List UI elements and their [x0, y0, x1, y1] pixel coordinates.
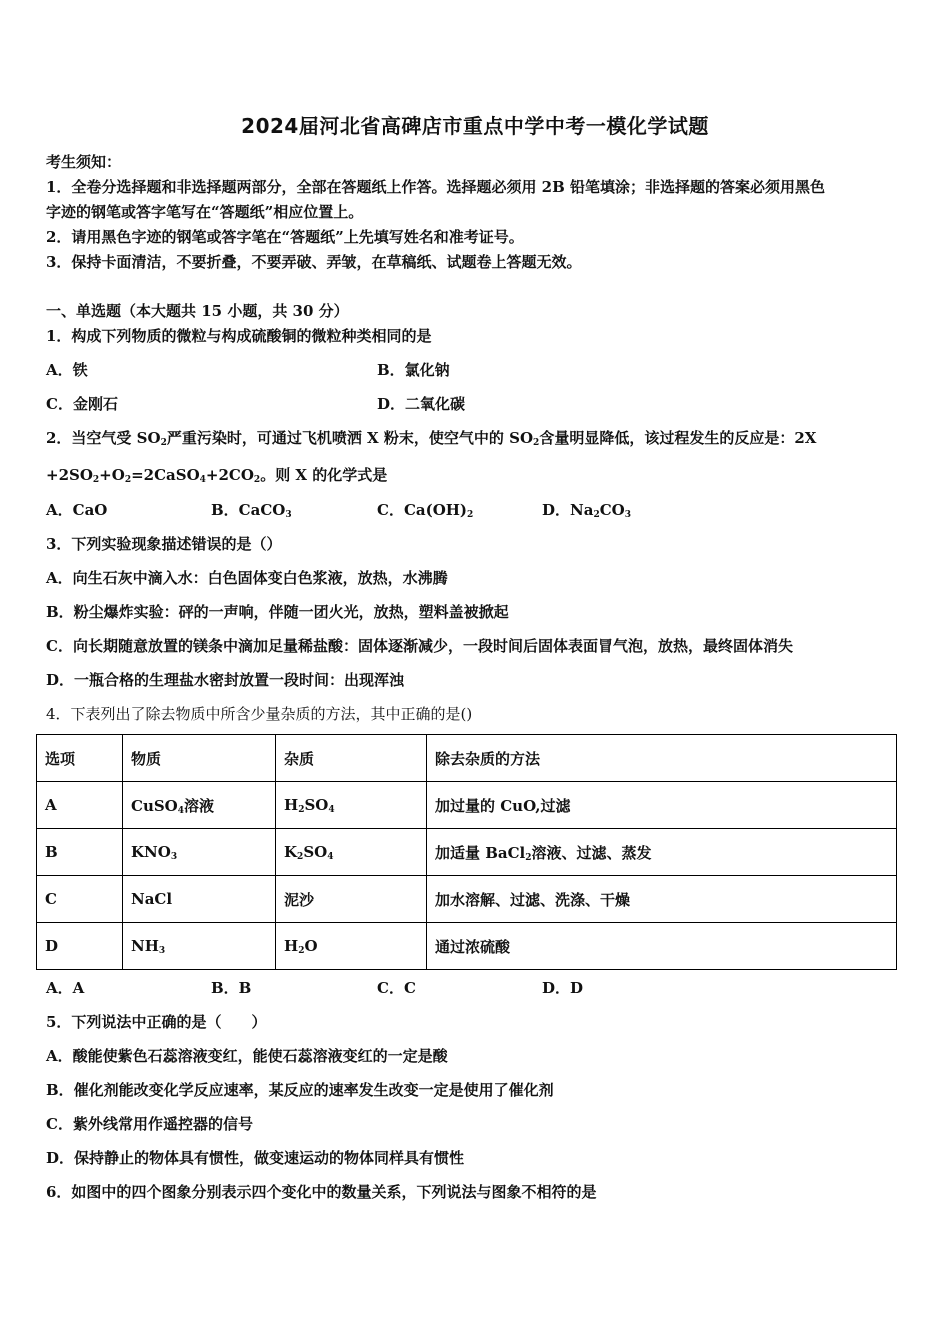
- notice-item-3: 3．保持卡面清洁，不要折叠，不要弄破、弄皱，在草稿纸、试题卷上答题无效。: [46, 253, 582, 271]
- q2-option-a: A．CaO: [46, 501, 108, 519]
- cell-impurity: $H_2SO_4$: [276, 782, 427, 829]
- q1-option-a: A．铁: [46, 361, 88, 379]
- header-cell-option: 选项: [37, 735, 123, 782]
- cell-method: 加水溶解、过滤、洗涤、干燥: [427, 876, 897, 923]
- page-title: 2024届河北省高碑店市重点中学中考一模化学试题: [241, 114, 709, 138]
- cell-impurity: $K_2SO_4$: [276, 829, 427, 876]
- notice-heading: 考生须知：: [46, 153, 122, 171]
- q5-option-c: C．紫外线常用作遥控器的信号: [46, 1115, 253, 1133]
- cell-impurity: $H_2O$: [276, 923, 427, 970]
- q2-stem-line-1: 2．当空气受 $SO_2$严重污染时，可通过飞机喷洒 X 粉末，使空气中的 $SO_2$含量明显降低，该过程发生的反应是：2X: [46, 429, 817, 448]
- table-row: [37, 876, 897, 923]
- header-cell-method: 除去杂质的方法: [427, 735, 897, 782]
- cell-method: 通过浓硫酸: [427, 923, 897, 970]
- q4-table: [36, 734, 897, 970]
- cell-method: 加适量 BaCl$_2$溶液、过滤、蒸发: [427, 829, 897, 876]
- q3-option-a: A．向生石灰中滴入水：白色固体变白色浆液，放热，水沸腾: [46, 569, 448, 587]
- notice-item-1-line-2: 字迹的钢笔或答字笔写在“答题纸”相应位置上。: [46, 203, 364, 221]
- q5-option-d: D．保持静止的物体具有惯性，做变速运动的物体同样具有惯性: [46, 1149, 465, 1167]
- q4-option-d: D．D: [542, 979, 584, 997]
- cell-impurity: 泥沙: [276, 876, 427, 923]
- notice-item-1-line-1: 1．全卷分选择题和非选择题两部分，全部在答题纸上作答。选择题必须用 2B 铅笔填涂；非选择题的答案必须用黑色: [46, 178, 826, 196]
- header-cell-impurity: 杂质: [276, 735, 427, 782]
- q1-option-d: D．二氧化碳: [377, 395, 466, 413]
- q1-stem: 1．构成下列物质的微粒与构成硫酸铜的微粒种类相同的是: [46, 327, 432, 345]
- notice-item-2: 2．请用黑色字迹的钢笔或答字笔在“答题纸”上先填写姓名和准考证号。: [46, 228, 524, 246]
- q4-option-b: B．B: [211, 979, 252, 997]
- table-header-row: [37, 735, 897, 782]
- q5-option-b: B．催化剂能改变化学反应速率，某反应的速率发生改变一定是使用了催化剂: [46, 1081, 554, 1099]
- cell-substance: NaCl: [123, 876, 276, 923]
- q4-option-a: A．A: [46, 979, 85, 997]
- q1-option-b: B．氯化钠: [377, 361, 450, 379]
- q6-stem: 6．如图中的四个图象分别表示四个变化中的数量关系，下列说法与图象不相符的是: [46, 1183, 597, 1201]
- cell-substance: CuSO$_4$溶液: [123, 782, 276, 829]
- cell-option: B: [37, 829, 123, 876]
- q2-stem-line-2: $+2SO_2+O_2=2CaSO_4+2CO_2$。则 X 的化学式是: [46, 466, 388, 485]
- section-heading: 一、单选题（本大题共 15 小题，共 30 分）: [46, 302, 349, 320]
- q3-option-d: D．一瓶合格的生理盐水密封放置一段时间：出现浑浊: [46, 671, 405, 689]
- q4-stem: 4．下表列出了除去物质中所含少量杂质的方法，其中正确的是(): [46, 705, 473, 723]
- q3-option-b: B．粉尘爆炸实验：砰的一声响，伴随一团火光，放热，塑料盖被掀起: [46, 603, 509, 621]
- cell-substance: $KNO_3$: [123, 829, 276, 876]
- q3-option-c: C．向长期随意放置的镁条中滴加足量稀盐酸：固体逐渐减少，一段时间后固体表面冒气泡，放热，最终固体消失: [46, 637, 793, 655]
- table-row: [37, 782, 897, 829]
- q5-stem: 5．下列说法中正确的是（ ）: [46, 1013, 267, 1031]
- q4-option-c: C．C: [377, 979, 416, 997]
- cell-option: C: [37, 876, 123, 923]
- table-row: [37, 923, 897, 970]
- cell-option: D: [37, 923, 123, 970]
- cell-substance: $NH_3$: [123, 923, 276, 970]
- q5-option-a: A．酸能使紫色石蕊溶液变红，能使石蕊溶液变红的一定是酸: [46, 1047, 448, 1065]
- table-row: [37, 829, 897, 876]
- cell-option: A: [37, 782, 123, 829]
- q3-stem: 3．下列实验现象描述错误的是（）: [46, 535, 282, 553]
- header-cell-substance: 物质: [123, 735, 276, 782]
- q1-option-c: C．金刚石: [46, 395, 118, 413]
- cell-method: 加过量的 CuO,过滤: [427, 782, 897, 829]
- q2-option-b: B．CaCO$_3$: [211, 501, 292, 520]
- q2-option-c: C．$Ca(OH)_2$: [377, 501, 474, 520]
- q2-option-d: D．$Na_2CO_3$: [542, 501, 631, 520]
